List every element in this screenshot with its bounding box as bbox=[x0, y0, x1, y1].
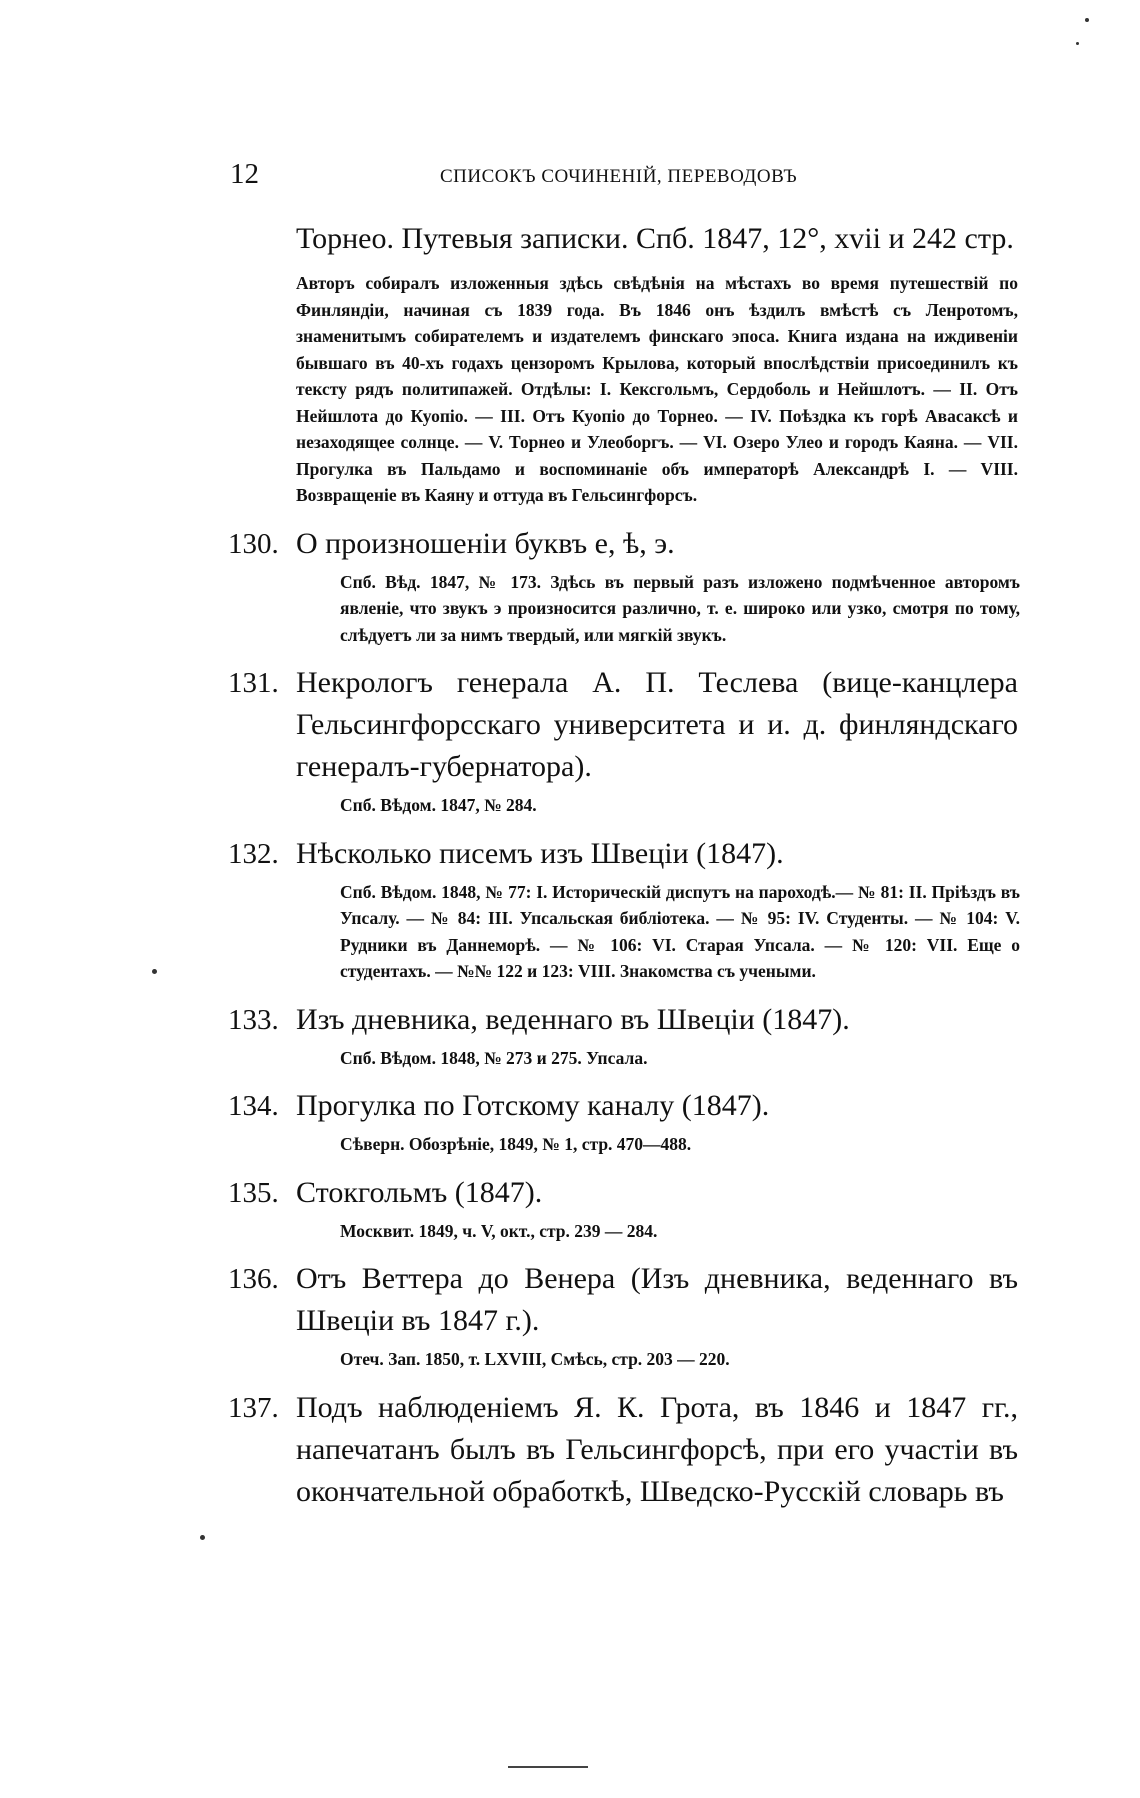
entry-note: Спб. Вѣд. 1847, № 173. Здѣсь въ первый разъ изложено подмѣченное авторомъ явленіе, что звукъ э произносится различно, т. е. широко или узко, смотря по тому, слѣдуетъ ли за нимъ твердый, или мягкій звукъ. bbox=[340, 571, 1020, 645]
entry-title: Некрологъ генерала А. П. Теслева (вице-канцлера Гельсингфорсскаго университета и и. д. финляндскаго генералъ-губернатора). bbox=[296, 666, 1018, 783]
entry-number: 137. bbox=[228, 1391, 279, 1424]
scan-speck bbox=[152, 969, 157, 974]
entry-note: Спб. Вѣдом. 1848, № 77: I. Историческій диспутъ на пароходѣ.— № 81: II. Пріѣздъ въ Упсалу. — № 84: III. Упсальская библіотека. — № 95: IV. Студенты. — № 104: V. Рудники въ Даннеморѣ. — № 106: VI. Старая Упсала. — № 120: VII. Еще о студентахъ. — №№ 122 и 123: VIII. Знакомства съ учеными. bbox=[340, 881, 1020, 981]
entry-number: 133. bbox=[228, 1003, 279, 1036]
entry-title: О произношеніи буквъ е, ѣ, э. bbox=[296, 526, 675, 560]
bibliography-entry-135 bbox=[0, 1172, 1140, 1245]
entry-title: Изъ дневника, веденнаго въ Швеціи (1847). bbox=[296, 1002, 850, 1036]
entry-title: Стокгольмъ (1847). bbox=[296, 1175, 543, 1209]
scan-speck bbox=[200, 1535, 205, 1540]
entry-number: 135. bbox=[228, 1176, 279, 1209]
entry-title: Подъ наблюденіемъ Я. К. Грота, въ 1846 и 1847 гг., напечатанъ былъ въ Гельсингфорсѣ, при его участіи въ окончательной обработкѣ, Шведско-Русскій словарь въ bbox=[296, 1390, 1018, 1508]
scan-speck bbox=[1076, 42, 1079, 45]
entry-note: Сѣверн. Обозрѣніе, 1849, № 1, стр. 470—488. bbox=[340, 1134, 692, 1154]
page-number: 12 bbox=[230, 158, 259, 190]
continuation-title: Торнео. Путевыя записки. Спб. 1847, 12°, xvii и 242 стр. bbox=[296, 222, 1014, 255]
bibliography-entry-133 bbox=[0, 999, 1140, 1072]
bibliography-entry-132 bbox=[0, 833, 1140, 985]
entry-title: Нѣсколько писемъ изъ Швеціи (1847). bbox=[296, 836, 784, 870]
entry-number: 136. bbox=[228, 1263, 279, 1295]
running-head: СПИСОКЪ СОЧИНЕНІЙ, ПЕРЕВОДОВЪ bbox=[440, 166, 798, 187]
scan-rule bbox=[508, 1766, 588, 1768]
entry-number: 131. bbox=[228, 667, 279, 699]
bibliography-entry-131 bbox=[0, 662, 1140, 819]
entry-number: 134. bbox=[228, 1090, 279, 1122]
entry-number: 132. bbox=[228, 837, 279, 870]
entry-title: Отъ Веттера до Венера (Изъ дневника, веденнаго въ Швеціи въ 1847 г.). bbox=[296, 1262, 1018, 1337]
page-header bbox=[0, 158, 1140, 198]
bibliography-entry-136 bbox=[0, 1258, 1140, 1373]
bibliography-entry-130 bbox=[0, 523, 1140, 649]
scan-speck bbox=[1085, 18, 1089, 22]
page-content bbox=[0, 218, 1140, 1513]
entry-note: Москвит. 1849, ч. V, окт., стр. 239 — 284. bbox=[340, 1220, 658, 1241]
bibliography-entry-137 bbox=[0, 1387, 1140, 1513]
entry-note: Спб. Вѣдом. 1848, № 273 и 275. Упсала. bbox=[340, 1047, 648, 1068]
entry-note: Отеч. Зап. 1850, т. LXVIII, Смѣсь, стр. 203 — 220. bbox=[340, 1349, 730, 1369]
continuation-note: Авторъ собиралъ изложенныя здѣсь свѣдѣнія на мѣстахъ во время путешествій по Финляндіи, начиная съ 1839 года. Въ 1846 онъ ѣздилъ вмѣстѣ съ Ленротомъ, знаменитымъ собирателемъ и издателемъ финскаго эпоса. Книга издана на иждивеніи бывшаго въ 40-хъ годахъ цензоромъ Крылова, который впослѣдствіи присоединилъ къ тексту рядъ политипажей. Отдѣлы: I. Кексгольмъ, Сердоболь и Нейшлотъ. — II. Отъ Нейшлота до Куопіо. — III. Отъ Куопіо до Торнео. — IV. Поѣздка къ горѣ Авасаксѣ и незаходящее солнце. — V. Торнео и Улеоборгъ. — VI. Озеро Улео и городъ Каяна. — VII. Прогулка въ Пальдамо и воспоминаніе объ императорѣ Александрѣ I. — VIII. Возвращеніе въ Каяну и оттуда въ Гельсингфорсъ. bbox=[296, 273, 1018, 505]
bibliography-entry-134 bbox=[0, 1085, 1140, 1158]
entry-note: Спб. Вѣдом. 1847, № 284. bbox=[340, 795, 537, 815]
entry-number: 130. bbox=[228, 527, 279, 560]
entry-title: Прогулка по Готскому каналу (1847). bbox=[296, 1089, 770, 1122]
